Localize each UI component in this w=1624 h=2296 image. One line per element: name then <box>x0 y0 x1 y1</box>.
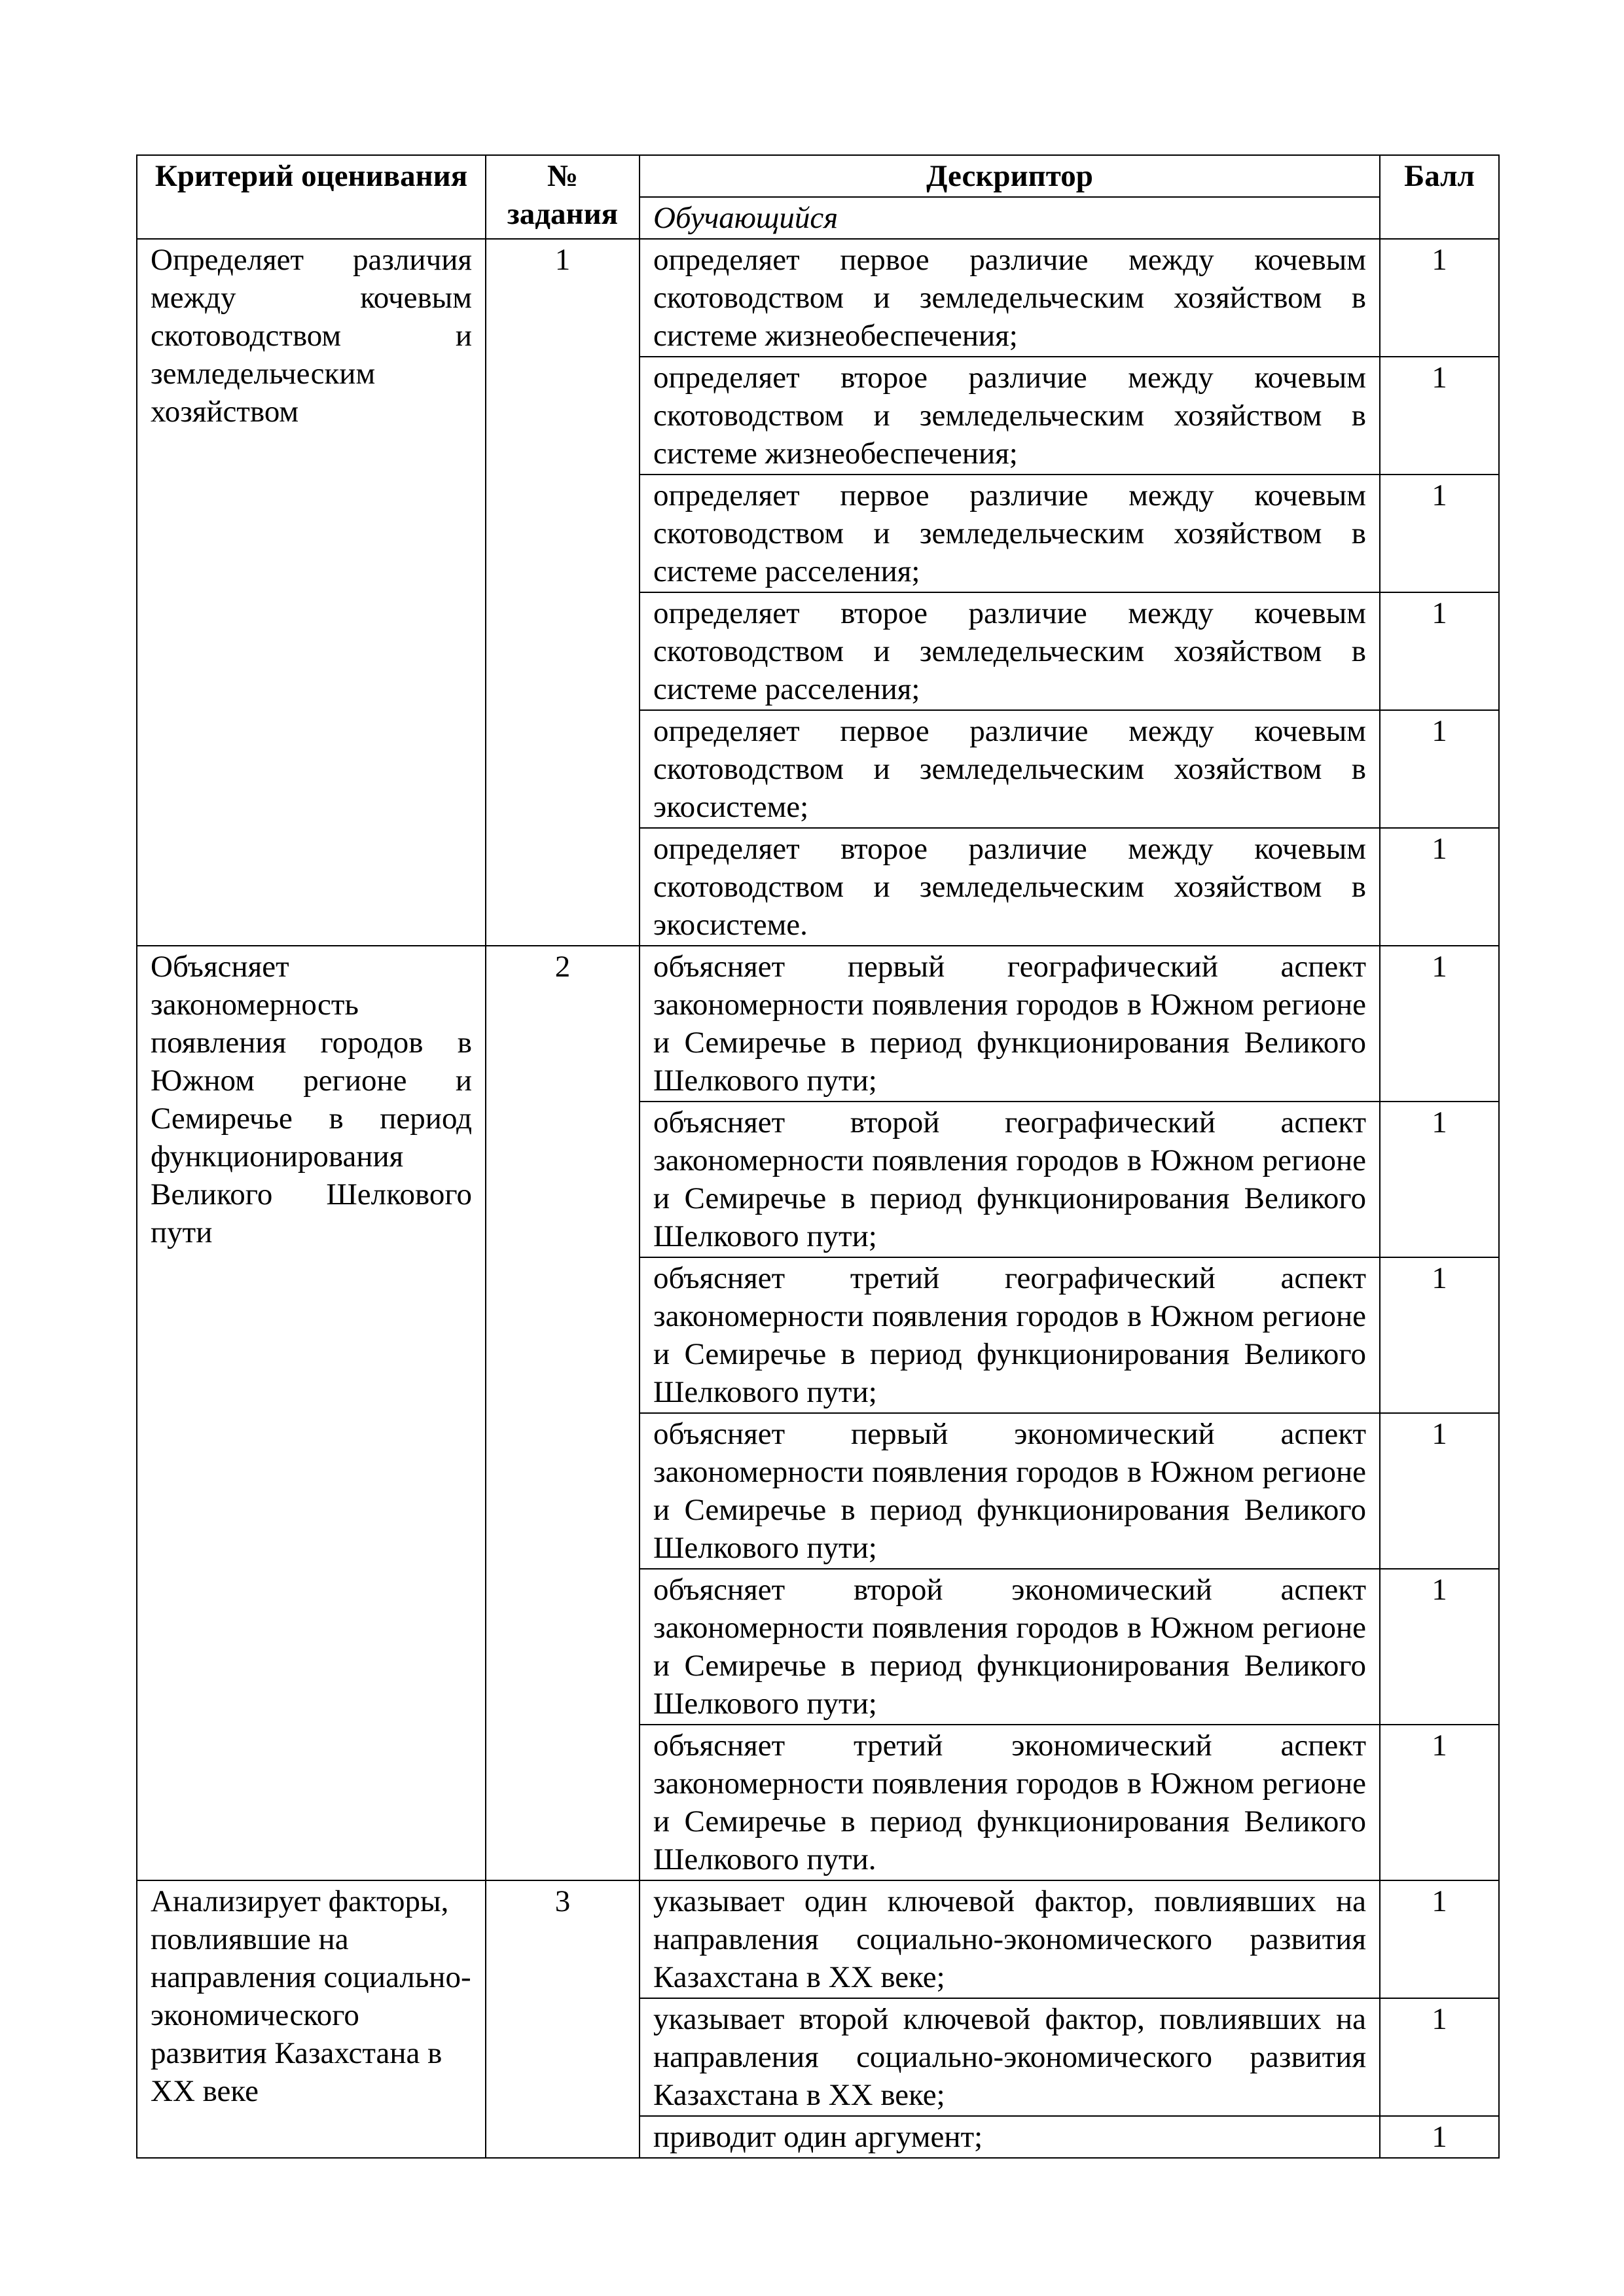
descriptor-cell: объясняет второй географический аспект закономерности появления городов в Южном регионе и Семиречье в период функционирования Великого Шелкового пути; <box>640 1102 1380 1257</box>
descriptor-cell: объясняет первый экономический аспект закономерности появления городов в Южном регионе и Семиречье в период функционирования Великого Шелкового пути; <box>640 1413 1380 1569</box>
descriptor-cell: объясняет третий географический аспект закономерности появления городов в Южном регионе и Семиречье в период функционирования Великого Шелкового пути; <box>640 1257 1380 1413</box>
score-cell: 1 <box>1380 475 1499 592</box>
criterion-cell: Определяет различия между кочевым скотоводством и земледельческим хозяйством <box>137 239 486 946</box>
score-cell: 1 <box>1380 710 1499 828</box>
descriptor-cell: объясняет третий экономический аспект закономерности появления городов в Южном регионе и Семиречье в период функционирования Великого Шелкового пути. <box>640 1725 1380 1880</box>
descriptor-cell: приводит один аргумент; <box>640 2116 1380 2158</box>
score-cell: 1 <box>1380 1998 1499 2116</box>
descriptor-cell: определяет второе различие между кочевым скотоводством и земледельческим хозяйством в системе расселения; <box>640 592 1380 710</box>
criterion-cell: Анализирует факторы, повлиявшие на направления социально-экономического развития Казахстана в XX веке <box>137 1880 486 2158</box>
descriptor-cell: указывает второй ключевой фактор, повлиявших на направления социально-экономического развития Казахстана в XX веке; <box>640 1998 1380 2116</box>
task-number-cell: 2 <box>486 946 640 1880</box>
score-cell: 1 <box>1380 946 1499 1102</box>
score-cell: 1 <box>1380 239 1499 357</box>
descriptor-cell: определяет второе различие между кочевым скотоводством и земледельческим хозяйством в системе жизнеобеспечения; <box>640 357 1380 475</box>
table-row <box>137 1880 1499 1998</box>
score-cell: 1 <box>1380 357 1499 475</box>
score-cell: 1 <box>1380 2116 1499 2158</box>
header-descriptor-subtitle: Обучающийся <box>640 197 1380 239</box>
descriptor-cell: определяет первое различие между кочевым скотоводством и земледельческим хозяйством в системе жизнеобеспечения; <box>640 239 1380 357</box>
header-descriptor: Дескриптор <box>640 155 1380 197</box>
table-row <box>137 946 1499 1102</box>
descriptor-cell: объясняет первый географический аспект закономерности появления городов в Южном регионе и Семиречье в период функционирования Великого Шелкового пути; <box>640 946 1380 1102</box>
header-task-number: № задания <box>486 155 640 239</box>
score-cell: 1 <box>1380 592 1499 710</box>
descriptor-cell: объясняет второй экономический аспект закономерности появления городов в Южном регионе и Семиречье в период функционирования Великого Шелкового пути; <box>640 1569 1380 1725</box>
descriptor-cell: определяет второе различие между кочевым скотоводством и земледельческим хозяйством в экосистеме. <box>640 828 1380 946</box>
criterion-cell: Объясняет закономерность появления городов в Южном регионе и Семиречье в период функционирования Великого Шелкового пути <box>137 946 486 1880</box>
score-cell: 1 <box>1380 1725 1499 1880</box>
assessment-rubric-table <box>136 154 1500 2159</box>
score-cell: 1 <box>1380 1257 1499 1413</box>
header-score: Балл <box>1380 155 1499 239</box>
header-row <box>137 155 1499 197</box>
descriptor-cell: указывает один ключевой фактор, повлиявших на направления социально-экономического развития Казахстана в XX веке; <box>640 1880 1380 1998</box>
score-cell: 1 <box>1380 828 1499 946</box>
task-number-cell: 1 <box>486 239 640 946</box>
score-cell: 1 <box>1380 1102 1499 1257</box>
task-number-cell: 3 <box>486 1880 640 2158</box>
header-criterion: Критерий оценивания <box>137 155 486 239</box>
score-cell: 1 <box>1380 1413 1499 1569</box>
score-cell: 1 <box>1380 1880 1499 1998</box>
table-row <box>137 239 1499 357</box>
descriptor-cell: определяет первое различие между кочевым скотоводством и земледельческим хозяйством в экосистеме; <box>640 710 1380 828</box>
score-cell: 1 <box>1380 1569 1499 1725</box>
descriptor-cell: определяет первое различие между кочевым скотоводством и земледельческим хозяйством в системе расселения; <box>640 475 1380 592</box>
